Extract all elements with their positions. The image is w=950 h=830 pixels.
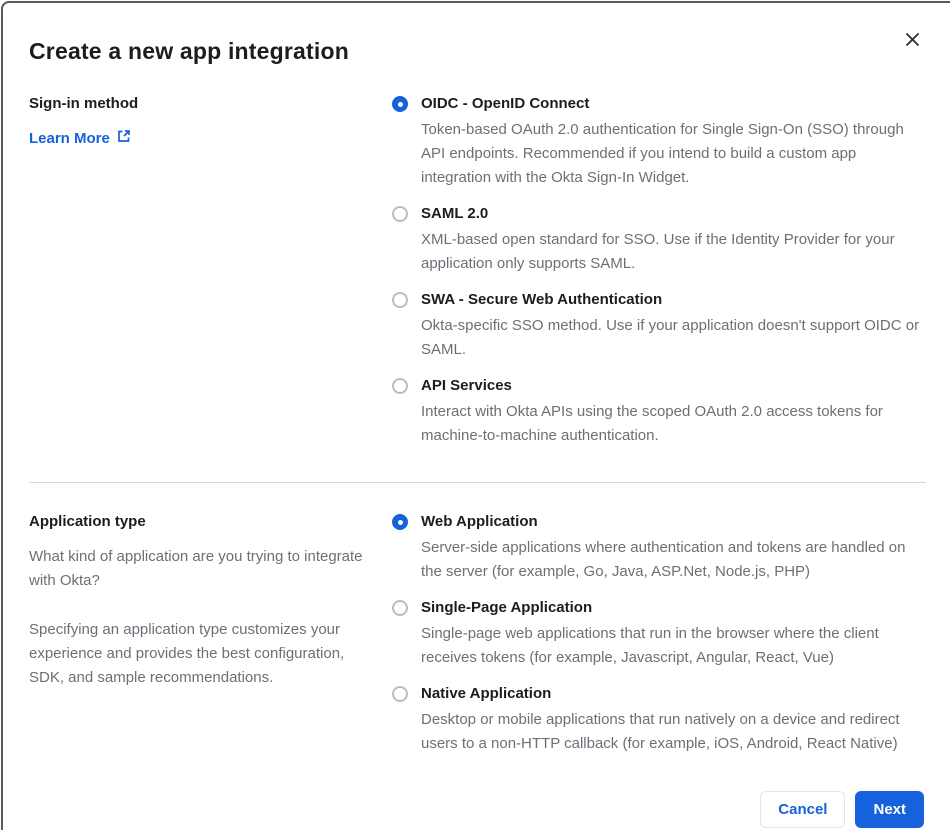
option-native-application[interactable]: [392, 684, 926, 756]
close-icon: [905, 32, 920, 47]
signin-method-label: Sign-in method: [29, 95, 139, 112]
apptype-helper-text-1: What kind of application are you trying to integrate with Okta?: [29, 548, 363, 589]
option-api-services[interactable]: [392, 376, 926, 448]
radio-spa[interactable]: [392, 600, 408, 616]
option-spa[interactable]: [392, 598, 926, 670]
option-api-services-label[interactable]: API Services: [421, 377, 512, 394]
radio-dot: [398, 520, 403, 525]
option-native-application-description: Desktop or mobile applications that run natively on a device and redirect users to a non-HTTP callback (for example, iOS, Android, React Native): [421, 711, 900, 752]
learn-more-label: Learn More: [29, 129, 110, 147]
signin-options-group: [392, 94, 926, 448]
option-saml[interactable]: [392, 204, 926, 276]
next-button[interactable]: Next: [855, 791, 924, 828]
application-type-label: Application type: [29, 513, 146, 530]
option-oidc-description: Token-based OAuth 2.0 authentication for Single Sign-On (SSO) through API endpoints. Recommended if you intend to build a custom app integration with the Okta Sign-In Widget.: [421, 121, 904, 186]
radio-api-services[interactable]: [392, 378, 408, 394]
radio-native-application[interactable]: [392, 686, 408, 702]
option-swa-description: Okta-specific SSO method. Use if your application doesn't support OIDC or SAML.: [421, 317, 920, 358]
option-spa-label[interactable]: Single-Page Application: [421, 599, 593, 616]
option-web-application-label[interactable]: Web Application: [421, 513, 538, 530]
close-button[interactable]: [898, 25, 926, 53]
application-type-section: [29, 512, 926, 756]
signin-left-column: [29, 94, 366, 448]
option-native-application-label[interactable]: Native Application: [421, 685, 552, 702]
option-oidc-label[interactable]: OIDC - OpenID Connect: [421, 95, 590, 112]
option-swa[interactable]: [392, 290, 926, 362]
option-web-application[interactable]: [392, 512, 926, 584]
radio-swa[interactable]: [392, 292, 408, 308]
option-swa-label[interactable]: SWA - Secure Web Authentication: [421, 291, 663, 308]
learn-more-link[interactable]: [29, 129, 131, 147]
option-spa-description: Single-page web applications that run in the browser where the client receives tokens (for example, Javascript, Angular, React, Vue): [421, 625, 879, 666]
radio-web-application[interactable]: [392, 514, 408, 530]
apptype-helper-text-2: Specifying an application type customizes your experience and provides the best configuration, SDK, and sample recommendations.: [29, 621, 345, 686]
option-api-services-description: Interact with Okta APIs using the scoped OAuth 2.0 access tokens for machine-to-machine authentication.: [421, 403, 883, 444]
radio-dot: [398, 102, 403, 107]
section-divider: [29, 482, 926, 483]
signin-method-section: [29, 94, 926, 448]
create-app-integration-dialog: [1, 1, 950, 830]
external-link-icon: [117, 129, 131, 147]
dialog-footer: [29, 791, 926, 828]
apptype-options-group: [392, 512, 926, 756]
radio-saml[interactable]: [392, 206, 408, 222]
dialog-title: Create a new app integration: [29, 38, 349, 64]
apptype-left-column: [29, 512, 366, 756]
option-saml-label[interactable]: SAML 2.0: [421, 205, 489, 222]
radio-oidc[interactable]: [392, 96, 408, 112]
option-saml-description: XML-based open standard for SSO. Use if the Identity Provider for your application only supports SAML.: [421, 231, 895, 272]
dialog-header: [29, 37, 926, 65]
option-oidc[interactable]: [392, 94, 926, 190]
cancel-button[interactable]: Cancel: [760, 791, 845, 828]
option-web-application-description: Server-side applications where authentication and tokens are handled on the server (for example, Go, Java, ASP.Net, Node.js, PHP): [421, 539, 906, 580]
